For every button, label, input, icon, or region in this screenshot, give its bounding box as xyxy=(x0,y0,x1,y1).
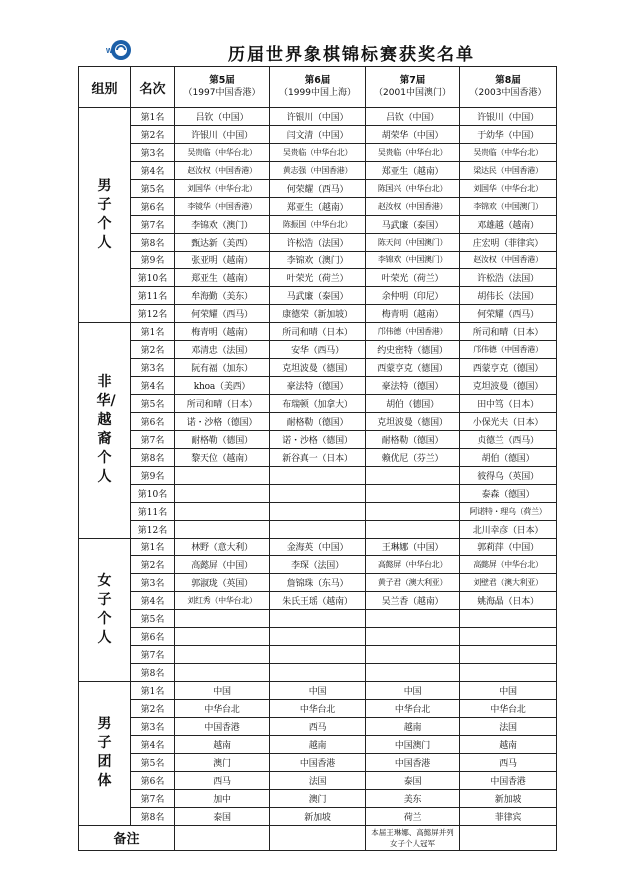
result-cell: 许松浩（法国） xyxy=(460,269,557,287)
result-cell: 黎天位（越南） xyxy=(175,448,270,466)
result-cell: 泰森（德国） xyxy=(460,484,557,502)
result-cell: 安华（西马） xyxy=(270,341,366,359)
result-cell xyxy=(366,628,460,646)
result-cell: 泰国 xyxy=(175,807,270,825)
rank-cell: 第5名 xyxy=(131,395,175,413)
header-rank: 名次 xyxy=(131,67,175,108)
table-row xyxy=(79,789,557,807)
result-cell: 赵汝权（中国香港） xyxy=(366,197,460,215)
rank-cell: 第10名 xyxy=(131,484,175,502)
header-row xyxy=(79,67,557,108)
table-row xyxy=(79,717,557,735)
result-cell: 牟海勤（美东） xyxy=(175,287,270,305)
table-row xyxy=(79,233,557,251)
result-cell: 郑亚生（越南） xyxy=(270,197,366,215)
header-edition-6: 第6届 （1999中国上海） xyxy=(270,67,366,108)
result-cell: 中国 xyxy=(270,682,366,700)
result-cell: 克坦波曼（德国） xyxy=(270,359,366,377)
result-cell: 吕钦（中国） xyxy=(175,108,270,126)
rank-cell: 第5名 xyxy=(131,610,175,628)
result-cell xyxy=(270,520,366,538)
result-cell: 梅青明（越南） xyxy=(175,323,270,341)
result-cell: 吴贵临（中华台北） xyxy=(366,143,460,161)
result-cell: 郑亚生（越南） xyxy=(175,269,270,287)
result-cell: 吴贵临（中华台北） xyxy=(175,143,270,161)
table-row xyxy=(79,179,557,197)
result-cell: 彼得乌（英国） xyxy=(460,466,557,484)
result-cell: 田中笃（日本） xyxy=(460,395,557,413)
remarks-note xyxy=(460,825,557,851)
result-cell: 越南 xyxy=(175,735,270,753)
result-cell: 邝伟德（中国香港） xyxy=(460,341,557,359)
result-cell: 西马 xyxy=(460,753,557,771)
result-cell: 吴贵临（中华台北） xyxy=(460,143,557,161)
result-cell: 林野（意大利） xyxy=(175,538,270,556)
result-cell: 布瑞顿（加拿大） xyxy=(270,395,366,413)
rank-cell: 第10名 xyxy=(131,269,175,287)
rank-cell: 第5名 xyxy=(131,179,175,197)
result-cell: 中华台北 xyxy=(175,699,270,717)
header-edition-5: 第5届 （1997中国香港） xyxy=(175,67,270,108)
result-cell: 黄子君（澳大利亚） xyxy=(366,574,460,592)
result-cell: 许松浩（法国） xyxy=(270,233,366,251)
result-cell: 何荣耀（西马） xyxy=(460,305,557,323)
result-cell: 高懿屏（中华台北） xyxy=(460,556,557,574)
result-cell: 中国香港 xyxy=(460,771,557,789)
result-cell xyxy=(270,610,366,628)
rank-cell: 第9名 xyxy=(131,466,175,484)
result-cell xyxy=(270,628,366,646)
group-label xyxy=(79,323,131,538)
table-row xyxy=(79,592,557,610)
result-cell xyxy=(366,520,460,538)
table-row xyxy=(79,556,557,574)
result-cell xyxy=(366,484,460,502)
result-cell: 澳门 xyxy=(270,789,366,807)
rank-cell: 第4名 xyxy=(131,735,175,753)
rank-cell: 第7名 xyxy=(131,646,175,664)
result-cell xyxy=(175,664,270,682)
group-label xyxy=(79,108,131,323)
result-cell xyxy=(366,664,460,682)
result-cell xyxy=(270,646,366,664)
result-cell: 克坦波曼（德国） xyxy=(366,412,460,430)
result-cell: 新加坡 xyxy=(460,789,557,807)
result-cell: 越南 xyxy=(460,735,557,753)
result-cell xyxy=(270,484,366,502)
result-cell: 西蒙亨克（德国） xyxy=(460,359,557,377)
result-cell: 西马 xyxy=(175,771,270,789)
result-cell: 朱氏王瑶（越南） xyxy=(270,592,366,610)
result-cell xyxy=(460,610,557,628)
table-row xyxy=(79,395,557,413)
result-cell: 赵汝权（中国香港） xyxy=(175,161,270,179)
result-cell: 越南 xyxy=(366,717,460,735)
result-cell: 梅青明（越南） xyxy=(366,305,460,323)
result-cell: 中华台北 xyxy=(270,699,366,717)
table-row xyxy=(79,287,557,305)
result-cell: 澳门 xyxy=(175,753,270,771)
result-cell: 胡伯（德国） xyxy=(460,448,557,466)
result-cell: 豪法特（德国） xyxy=(366,377,460,395)
rank-cell: 第6名 xyxy=(131,197,175,215)
result-cell: 所司和晴（日本） xyxy=(175,395,270,413)
rank-cell: 第4名 xyxy=(131,161,175,179)
rank-cell: 第2名 xyxy=(131,699,175,717)
table-row xyxy=(79,412,557,430)
result-cell: 诺・沙格（德国） xyxy=(175,412,270,430)
result-cell xyxy=(270,466,366,484)
result-cell xyxy=(270,502,366,520)
rank-cell: 第3名 xyxy=(131,717,175,735)
result-cell: 约史密特（德国） xyxy=(366,341,460,359)
rank-cell: 第8名 xyxy=(131,233,175,251)
result-cell: 吕钦（中国） xyxy=(366,108,460,126)
result-cell xyxy=(175,484,270,502)
remarks-label: 备注 xyxy=(79,825,175,851)
result-cell: 郭莉萍（中国） xyxy=(460,538,557,556)
result-cell: 刘壁君（澳大利亚） xyxy=(460,574,557,592)
rank-cell: 第3名 xyxy=(131,359,175,377)
result-cell: 法国 xyxy=(270,771,366,789)
result-cell xyxy=(366,502,460,520)
table-row xyxy=(79,628,557,646)
result-cell: 何荣耀（西马） xyxy=(175,305,270,323)
result-cell: 李锦欢（澳门） xyxy=(175,215,270,233)
result-cell: 高懿屏（中国） xyxy=(175,556,270,574)
result-cell: 许银川（中国） xyxy=(270,108,366,126)
rank-cell: 第3名 xyxy=(131,143,175,161)
result-cell xyxy=(175,520,270,538)
result-cell: khoa（美西） xyxy=(175,377,270,395)
table-row xyxy=(79,807,557,825)
rank-cell: 第8名 xyxy=(131,807,175,825)
result-cell: 新加坡 xyxy=(270,807,366,825)
rank-cell: 第1名 xyxy=(131,682,175,700)
rank-cell: 第7名 xyxy=(131,215,175,233)
group-label-text: 男子个人 xyxy=(97,178,112,252)
result-cell xyxy=(460,646,557,664)
table-row xyxy=(79,610,557,628)
result-cell xyxy=(460,628,557,646)
table-row xyxy=(79,341,557,359)
rank-cell: 第12名 xyxy=(131,520,175,538)
rank-cell: 第5名 xyxy=(131,753,175,771)
svg-text:W: W xyxy=(106,48,113,55)
result-cell: 郑亚生（越南） xyxy=(366,161,460,179)
rank-cell: 第4名 xyxy=(131,592,175,610)
table-row xyxy=(79,753,557,771)
awards-table xyxy=(78,66,557,851)
result-cell: 于幼华（中国） xyxy=(460,125,557,143)
result-cell: 西蒙亨克（德国） xyxy=(366,359,460,377)
result-cell: 所司和晴（日本） xyxy=(270,323,366,341)
result-cell: 北川幸彦（日本） xyxy=(460,520,557,538)
result-cell: 胡伯（德国） xyxy=(366,395,460,413)
table-row xyxy=(79,574,557,592)
page-title: 历届世界象棋锦标赛获奖名单 xyxy=(228,45,475,65)
result-cell: 刘国华（中华台北） xyxy=(175,179,270,197)
result-cell: 甄达新（美西） xyxy=(175,233,270,251)
group-label-text: 女子个人 xyxy=(97,572,112,646)
result-cell: 中国香港 xyxy=(270,753,366,771)
result-cell: 豪法特（德国） xyxy=(270,377,366,395)
result-cell xyxy=(366,466,460,484)
result-cell xyxy=(366,646,460,664)
result-cell xyxy=(175,466,270,484)
table-row xyxy=(79,359,557,377)
result-cell xyxy=(270,664,366,682)
result-cell: 姚海晶（日本） xyxy=(460,592,557,610)
table-row xyxy=(79,323,557,341)
rank-cell: 第12名 xyxy=(131,305,175,323)
result-cell: 康德荣（新加坡） xyxy=(270,305,366,323)
result-cell: 诺・沙格（德国） xyxy=(270,430,366,448)
rank-cell: 第2名 xyxy=(131,125,175,143)
result-cell xyxy=(175,628,270,646)
remarks-note xyxy=(270,825,366,851)
result-cell: 陈国兴（中华台北） xyxy=(366,179,460,197)
rank-cell: 第7名 xyxy=(131,789,175,807)
rank-cell: 第2名 xyxy=(131,556,175,574)
result-cell: 中国澳门 xyxy=(366,735,460,753)
rank-cell: 第1名 xyxy=(131,323,175,341)
result-cell: 中国 xyxy=(366,682,460,700)
result-cell: 新谷真一（日本） xyxy=(270,448,366,466)
table-row xyxy=(79,646,557,664)
table-row xyxy=(79,161,557,179)
rank-cell: 第1名 xyxy=(131,108,175,126)
result-cell: 菲律宾 xyxy=(460,807,557,825)
result-cell xyxy=(175,610,270,628)
result-cell: 吴贵临（中华台北） xyxy=(270,143,366,161)
result-cell: 中华台北 xyxy=(460,699,557,717)
result-cell: 梁达民（中国香港） xyxy=(460,161,557,179)
result-cell: 金海英（中国） xyxy=(270,538,366,556)
table-row xyxy=(79,538,557,556)
group-label xyxy=(79,538,131,682)
rank-cell: 第6名 xyxy=(131,412,175,430)
result-cell: 叶荣光（荷兰） xyxy=(270,269,366,287)
group-label-text: 非华/越裔个人 xyxy=(96,374,116,486)
result-cell: 吴兰香（越南） xyxy=(366,592,460,610)
result-cell: 郭淑珑（英国） xyxy=(175,574,270,592)
table-row xyxy=(79,269,557,287)
result-cell: 李锦欢（中国澳门） xyxy=(366,251,460,269)
rank-cell: 第6名 xyxy=(131,771,175,789)
table-row xyxy=(79,108,557,126)
result-cell: 刘国华（中华台北） xyxy=(460,179,557,197)
result-cell: 所司和晴（日本） xyxy=(460,323,557,341)
result-cell: 马武廉（泰国） xyxy=(366,215,460,233)
result-cell: 李琛（法国） xyxy=(270,556,366,574)
rank-cell: 第11名 xyxy=(131,502,175,520)
table-row xyxy=(79,430,557,448)
result-cell: 法国 xyxy=(460,717,557,735)
header-edition-7: 第7届 （2001中国澳门） xyxy=(366,67,460,108)
result-cell: 耐格勒（德国） xyxy=(270,412,366,430)
result-cell: 中国香港 xyxy=(175,717,270,735)
header-group: 组别 xyxy=(79,67,131,108)
result-cell: 闫文清（中国） xyxy=(270,125,366,143)
table-row xyxy=(79,305,557,323)
wxf-logo-icon xyxy=(105,39,133,61)
remarks-note xyxy=(175,825,270,851)
result-cell: 耐格勒（德国） xyxy=(366,430,460,448)
result-cell: 邝伟德（中国香港） xyxy=(366,323,460,341)
rank-cell: 第3名 xyxy=(131,574,175,592)
result-cell: 刘红秀（中华台北） xyxy=(175,592,270,610)
result-cell: 王琳娜（中国） xyxy=(366,538,460,556)
result-cell: 西马 xyxy=(270,717,366,735)
table-row xyxy=(79,484,557,502)
result-cell: 邓雄越（越南） xyxy=(460,215,557,233)
rank-cell: 第8名 xyxy=(131,448,175,466)
table-row xyxy=(79,520,557,538)
result-cell: 中国 xyxy=(175,682,270,700)
table-row xyxy=(79,502,557,520)
result-cell: 耐格勒（德国） xyxy=(175,430,270,448)
table-row xyxy=(79,125,557,143)
result-cell: 黄志强（中国香港） xyxy=(270,161,366,179)
result-cell: 越南 xyxy=(270,735,366,753)
result-cell: 赵汝权（中国香港） xyxy=(460,251,557,269)
group-label-text: 男子团体 xyxy=(97,716,112,790)
result-cell: 詹锦珠（东马） xyxy=(270,574,366,592)
remarks-row xyxy=(79,825,557,851)
result-cell: 中国 xyxy=(460,682,557,700)
result-cell: 何荣耀（西马） xyxy=(270,179,366,197)
remarks-note: 本届王琳娜、高懿屏并列女子个人冠军 xyxy=(366,825,460,851)
rank-cell: 第1名 xyxy=(131,538,175,556)
table-row xyxy=(79,771,557,789)
rank-cell: 第2名 xyxy=(131,341,175,359)
result-cell: 李锦欢（中国澳门） xyxy=(460,197,557,215)
result-cell xyxy=(366,610,460,628)
table-row xyxy=(79,197,557,215)
result-cell: 阮有福（加东） xyxy=(175,359,270,377)
result-cell xyxy=(175,646,270,664)
result-cell: 邓清忠（法国） xyxy=(175,341,270,359)
rank-cell: 第7名 xyxy=(131,430,175,448)
header-edition-8: 第8届 （2003中国香港） xyxy=(460,67,557,108)
result-cell: 中华台北 xyxy=(366,699,460,717)
rank-cell: 第4名 xyxy=(131,377,175,395)
rank-cell: 第8名 xyxy=(131,664,175,682)
result-cell: 陈振国（中华台北） xyxy=(270,215,366,233)
result-cell: 叶荣光（荷兰） xyxy=(366,269,460,287)
result-cell: 美东 xyxy=(366,789,460,807)
result-cell: 陈天问（中国澳门） xyxy=(366,233,460,251)
result-cell: 泰国 xyxy=(366,771,460,789)
result-cell xyxy=(175,502,270,520)
result-cell: 贞德兰（西马） xyxy=(460,430,557,448)
table-row xyxy=(79,377,557,395)
result-cell: 张亚明（越南） xyxy=(175,251,270,269)
table-row xyxy=(79,466,557,484)
result-cell: 赖优尼（芬兰） xyxy=(366,448,460,466)
rank-cell: 第6名 xyxy=(131,628,175,646)
result-cell: 许银川（中国） xyxy=(175,125,270,143)
table-row xyxy=(79,251,557,269)
table-row xyxy=(79,664,557,682)
result-cell: 李镜华（中国香港） xyxy=(175,197,270,215)
result-cell xyxy=(460,664,557,682)
rank-cell: 第11名 xyxy=(131,287,175,305)
result-cell: 余仲明（印尼） xyxy=(366,287,460,305)
group-label xyxy=(79,682,131,826)
result-cell: 克坦波曼（德国） xyxy=(460,377,557,395)
table-row xyxy=(79,215,557,233)
result-cell: 荷兰 xyxy=(366,807,460,825)
result-cell: 胡荣华（中国） xyxy=(366,125,460,143)
table-row xyxy=(79,699,557,717)
table-row xyxy=(79,448,557,466)
rank-cell: 第9名 xyxy=(131,251,175,269)
result-cell: 马武廉（泰国） xyxy=(270,287,366,305)
result-cell: 高懿屏（中华台北） xyxy=(366,556,460,574)
result-cell: 小保光夫（日本） xyxy=(460,412,557,430)
result-cell: 加中 xyxy=(175,789,270,807)
result-cell: 胡伟长（法国） xyxy=(460,287,557,305)
table-row xyxy=(79,735,557,753)
result-cell: 阿诺特・理乌（荷兰） xyxy=(460,502,557,520)
result-cell: 李锦欢（澳门） xyxy=(270,251,366,269)
table-row xyxy=(79,682,557,700)
result-cell: 许银川（中国） xyxy=(460,108,557,126)
result-cell: 中国香港 xyxy=(366,753,460,771)
result-cell: 庄宏明（菲律宾） xyxy=(460,233,557,251)
table-row xyxy=(79,143,557,161)
